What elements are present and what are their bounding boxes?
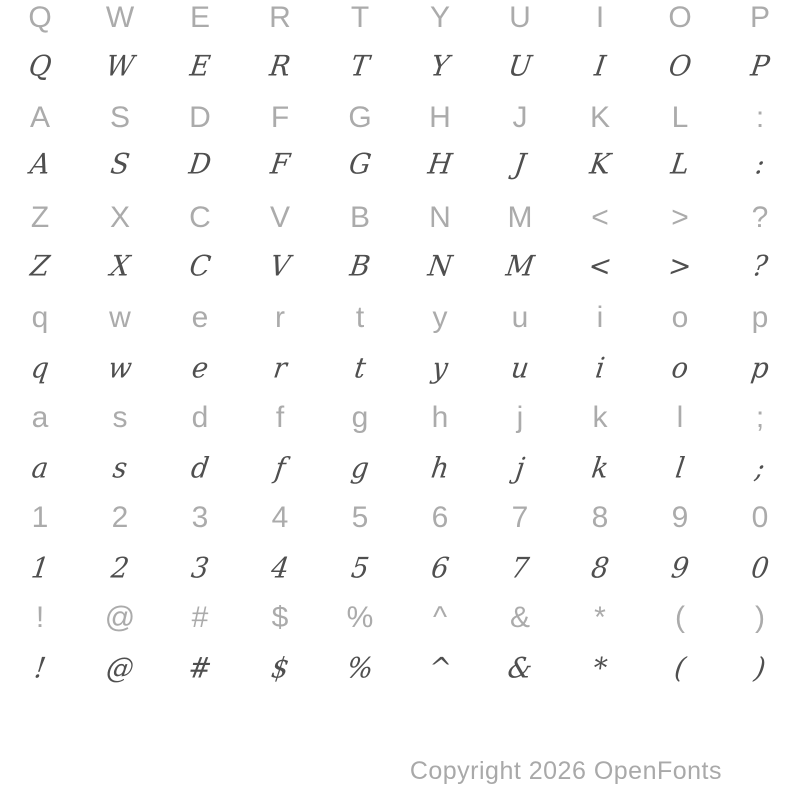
glyph-cell: r <box>271 352 289 385</box>
glyph-cell: 0 <box>749 552 771 585</box>
glyph-cell: C <box>187 250 213 283</box>
glyph-cell: e <box>191 301 209 334</box>
glyph-cell: L <box>668 148 692 181</box>
glyph-cell: Y <box>429 1 450 34</box>
glyph-cell: 3 <box>189 552 211 585</box>
glyph-cell: V <box>269 201 290 234</box>
glyph-cell: S <box>109 101 130 134</box>
glyph-cell: Z <box>28 250 52 283</box>
glyph-cell: M <box>507 201 533 234</box>
script-row-uppercase-zxcv <box>0 242 800 292</box>
reference-row-uppercase-zxcv <box>0 194 800 242</box>
glyph-cell: l <box>673 452 687 485</box>
glyph-cell: F <box>268 148 292 181</box>
glyph-cell: W <box>105 1 135 34</box>
glyph-cell: 2 <box>109 552 131 585</box>
glyph-cell: ? <box>750 250 770 283</box>
reference-row-uppercase-qwerty <box>0 0 800 42</box>
glyph-cell: A <box>29 101 50 134</box>
reference-row-symbols <box>0 594 800 642</box>
glyph-cell: ) <box>752 652 768 685</box>
glyph-cell: Y <box>428 50 452 83</box>
glyph-cell: T <box>350 1 370 34</box>
glyph-cell: 9 <box>671 501 689 534</box>
script-row-digits <box>0 544 800 594</box>
glyph-cell: U <box>509 1 531 34</box>
glyph-cell: ^ <box>426 652 454 685</box>
glyph-cell: s <box>112 401 128 434</box>
glyph-cell: H <box>426 148 455 181</box>
glyph-cell: 6 <box>431 501 449 534</box>
glyph-cell: E <box>189 1 210 34</box>
glyph-cell: 1 <box>29 552 51 585</box>
glyph-cell: : <box>755 101 765 134</box>
glyph-cell: Q <box>26 50 54 83</box>
glyph-cell: S <box>108 148 132 181</box>
glyph-cell: V <box>268 250 293 283</box>
glyph-cell: N <box>425 250 455 283</box>
glyph-cell: $ <box>269 652 291 685</box>
glyph-cell: W <box>103 50 137 83</box>
glyph-cell: ! <box>35 601 45 634</box>
glyph-cell: a <box>31 401 49 434</box>
glyph-cell: U <box>506 50 534 83</box>
glyph-cell: J <box>512 101 528 134</box>
glyph-cell: ? <box>751 201 769 234</box>
glyph-cell: H <box>429 101 451 134</box>
glyph-cell: $ <box>271 601 289 634</box>
script-row-symbols <box>0 644 800 694</box>
glyph-cell: K <box>589 101 610 134</box>
glyph-cell: o <box>669 352 691 385</box>
glyph-cell: & <box>509 601 530 634</box>
glyph-cell: X <box>109 201 130 234</box>
glyph-cell: 4 <box>271 501 289 534</box>
glyph-cell: 8 <box>589 552 611 585</box>
glyph-cell: T <box>348 50 372 83</box>
glyph-cell: N <box>429 201 451 234</box>
script-row-uppercase-qwerty <box>0 42 800 92</box>
glyph-cell: w <box>106 352 134 385</box>
glyph-cell: f <box>272 452 288 485</box>
glyph-cell: E <box>187 50 213 83</box>
glyph-cell: ( <box>672 652 688 685</box>
glyph-cell: j <box>516 401 524 434</box>
glyph-cell: R <box>269 1 291 34</box>
glyph-cell: F <box>270 101 290 134</box>
reference-row-uppercase-asdf <box>0 94 800 142</box>
glyph-cell: * <box>594 601 606 634</box>
glyph-cell: G <box>346 148 374 181</box>
glyph-cell: w <box>109 301 131 334</box>
glyph-cell: ; <box>753 452 767 485</box>
glyph-cell: d <box>189 452 212 485</box>
glyph-cell: C <box>189 201 211 234</box>
glyph-cell: I <box>595 1 605 34</box>
glyph-cell: l <box>676 401 684 434</box>
glyph-cell: @ <box>104 652 136 685</box>
glyph-cell: 6 <box>429 552 451 585</box>
glyph-cell: X <box>108 250 132 283</box>
glyph-cell: O <box>668 1 692 34</box>
glyph-cell: P <box>749 1 770 34</box>
glyph-cell: D <box>186 148 214 181</box>
glyph-cell: q <box>29 352 52 385</box>
glyph-cell: L <box>671 101 689 134</box>
script-row-lowercase-asdf <box>0 444 800 494</box>
glyph-cell: 5 <box>349 552 371 585</box>
glyph-cell: J <box>512 148 528 181</box>
glyph-cell: B <box>349 201 370 234</box>
glyph-cell: 5 <box>351 501 369 534</box>
glyph-cell: o <box>671 301 689 334</box>
glyph-cell: # <box>186 652 214 685</box>
glyph-cell: % <box>346 601 374 634</box>
glyph-cell: 2 <box>111 501 129 534</box>
glyph-cell: ^ <box>432 601 448 634</box>
glyph-cell: D <box>189 101 211 134</box>
glyph-cell: u <box>511 301 529 334</box>
glyph-cell: < <box>586 250 614 283</box>
glyph-cell: * <box>591 652 610 685</box>
glyph-cell: k <box>592 401 608 434</box>
glyph-cell: 7 <box>509 552 531 585</box>
glyph-cell: y <box>432 301 448 334</box>
glyph-cell: > <box>666 250 694 283</box>
glyph-cell: M <box>503 250 537 283</box>
glyph-cell: j <box>513 452 527 485</box>
glyph-cell: 1 <box>31 501 49 534</box>
reference-row-lowercase-asdf <box>0 394 800 442</box>
script-row-uppercase-asdf <box>0 140 800 190</box>
glyph-cell: A <box>28 148 53 181</box>
copyright-text: Copyright 2026 OpenFonts <box>409 757 722 785</box>
glyph-cell: 8 <box>591 501 609 534</box>
glyph-cell: 4 <box>269 552 291 585</box>
glyph-cell: g <box>349 452 372 485</box>
glyph-cell: g <box>351 401 369 434</box>
glyph-cell: ; <box>755 401 765 434</box>
reference-row-digits <box>0 494 800 542</box>
glyph-cell: i <box>596 301 604 334</box>
glyph-cell: P <box>748 50 772 83</box>
glyph-cell: s <box>110 452 130 485</box>
glyph-cell: > <box>671 201 689 234</box>
script-row-lowercase-qwerty <box>0 344 800 394</box>
glyph-cell: f <box>275 401 285 434</box>
glyph-cell: y <box>430 352 450 385</box>
glyph-cell: Q <box>28 1 52 34</box>
glyph-cell: h <box>429 452 452 485</box>
glyph-cell: % <box>344 652 376 685</box>
glyph-cell: @ <box>104 601 136 634</box>
glyph-cell: ! <box>32 652 48 685</box>
glyph-cell: 3 <box>191 501 209 534</box>
reference-row-lowercase-qwerty <box>0 294 800 342</box>
glyph-cell: p <box>751 301 769 334</box>
glyph-cell: 7 <box>511 501 529 534</box>
glyph-cell: u <box>509 352 532 385</box>
glyph-cell: h <box>431 401 449 434</box>
glyph-cell: p <box>749 352 772 385</box>
glyph-cell: ( <box>675 601 685 634</box>
glyph-cell: R <box>267 50 293 83</box>
glyph-cell: k <box>589 452 611 485</box>
glyph-cell: I <box>592 50 608 83</box>
glyph-cell: t <box>355 301 365 334</box>
glyph-cell: d <box>191 401 209 434</box>
glyph-cell: Z <box>30 201 50 234</box>
glyph-cell: t <box>352 352 368 385</box>
glyph-cell: a <box>29 452 51 485</box>
glyph-cell: 0 <box>751 501 769 534</box>
glyph-cell: K <box>587 148 613 181</box>
glyph-cell: 9 <box>669 552 691 585</box>
glyph-cell: O <box>666 50 694 83</box>
glyph-cell: i <box>593 352 607 385</box>
glyph-cell: & <box>505 652 535 685</box>
glyph-cell: r <box>275 301 285 334</box>
glyph-cell: q <box>31 301 49 334</box>
glyph-cell: : <box>753 148 767 181</box>
glyph-cell: B <box>347 250 373 283</box>
glyph-cell: # <box>191 601 209 634</box>
glyph-cell: G <box>348 101 372 134</box>
glyph-cell: e <box>189 352 211 385</box>
glyph-cell: < <box>591 201 609 234</box>
glyph-cell: ) <box>755 601 765 634</box>
